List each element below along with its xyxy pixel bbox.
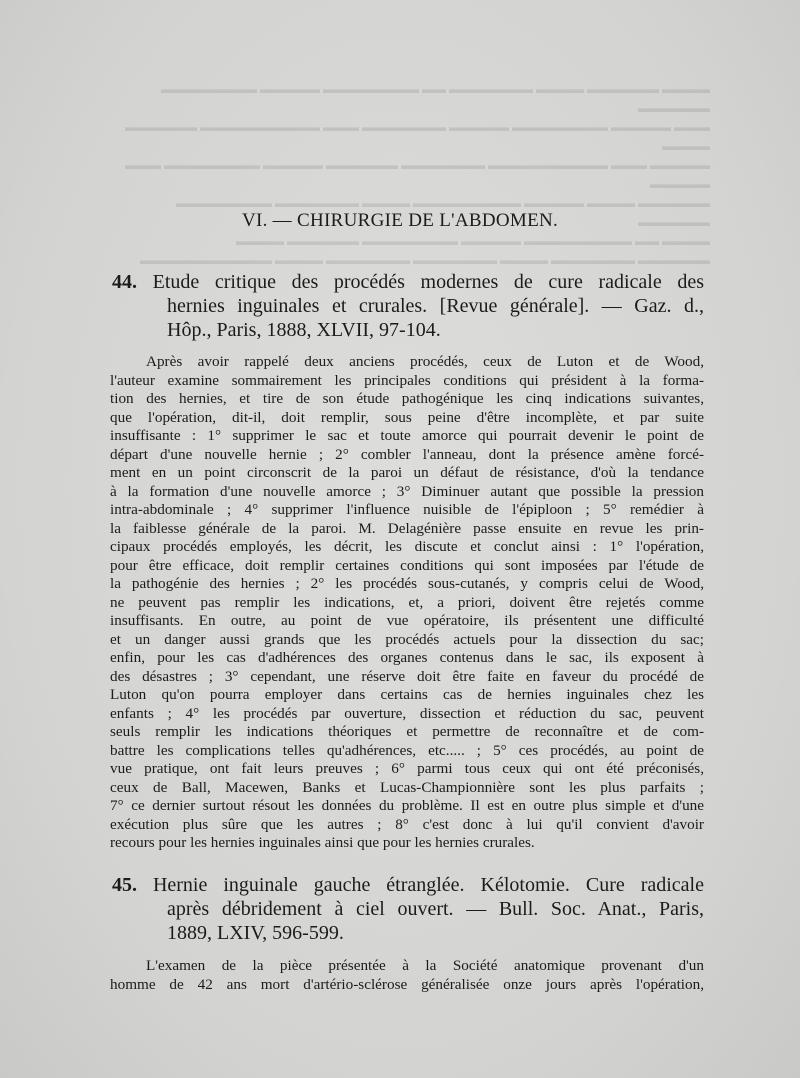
entry-45-heading [112,873,704,945]
entry-44-body-line: tion des hernies, et tire de son étude pathogénique les cinq indications suivantes, [110,390,704,407]
entry-44-body-line: exécution plus sûre que les autres ; 8° c'est donc à lui qu'il convient d'avoir [110,815,704,833]
entry-45-title-line-1 [112,873,704,897]
entry-44-body-line: insuffisants. En outre, au point de vue opératoire, ils présentent une difficulté [110,612,704,629]
entry-44-title-line-3: Hôp., Paris, 1888, XLVII, 97-104. [167,319,441,341]
entry-44-body-line: que l'opération, dit-il, doit remplir, sous peine d'être incomplète, et par suite [110,408,704,426]
entry-44-number: 44. [112,271,137,293]
entry-45-body-line: homme de 42 ans mort d'artério-sclérose généralisée onze jours après l'opération, [110,975,704,993]
entry-44-body-line: des désastres ; 3° cependant, une réserve doit être faite en faveur du procédé de [110,667,704,685]
entry-44-body-line: recours pour les hernies inguinales ainsi que pour les hernies crurales. [110,834,535,851]
entry-44-abstract [110,353,704,853]
entry-44-body-line: à la formation d'une nouvelle amorce ; 3° Diminuer autant que possible la pression [110,482,704,500]
entry-44-body-line: ment en un point circonscrit de la paroi un défaut de résistance, d'où la tendance [110,464,704,481]
entry-44-body-line: seuls remplir les indications théoriques et permettre de reconnaître et de com- [110,723,704,740]
entry-44-body-line: vue pratique, ont fait leurs preuves ; 6° parmi tous ceux qui ont été préconisés, [110,760,704,777]
entry-45-title-line-2: après débridement à ciel ouvert. — Bull. Soc. Anat., Paris, [167,898,704,920]
entry-44-body-line: insuffisante : 1° supprimer le sac et toute amorce qui pourrait devenir le point de [110,427,704,444]
entry-45-title-text-1: Hernie inguinale gauche étranglée. Kélotomie. Cure radicale [152,874,704,896]
entry-44-body-line: et un danger aussi grands que les procédés actuels pour la dissection du sac; [110,630,704,648]
entry-44-body-line: enfin, pour les cas d'adhérences des organes contenus dans le sac, ils exposent à [110,649,704,666]
entry-44-body-line: Après avoir rappelé deux anciens procédés, ceux de Luton et de Wood, [146,353,704,370]
entry-45-number: 45. [112,874,137,896]
entry-44-body-line: cipaux procédés employés, les décrit, les discute et conclut ainsi : 1° l'opération, [110,538,704,555]
entry-45-title-line-3: 1889, LXIV, 596-599. [167,922,344,944]
entry-44-body-line: la faiblesse générale de la paroi. M. Delagénière passe ensuite en revue les prin- [110,519,704,537]
entry-44-body-line: départ d'une nouvelle hernie ; 2° combler l'anneau, dont la présence amène forcé- [110,445,704,463]
entry-44-body-line: 7° ce dernier surtout résout les données du problème. Il est en outre plus simple et d'une [110,797,704,814]
bleed-through-texture: ▬▬▬▬ ▬▬▬▬▬▬ ▬▬▬▬ ▬▬▬▬▬▬▬ ▬▬ ▬▬▬▬▬▬▬▬ ▬▬▬▬▬ ▬▬▬▬▬▬▬▬ ▬▬▬▬▬▬ ▬▬▬ ▬▬▬▬▬ ▬▬▬▬▬▬▬▬ ▬▬▬▬▬ ▬▬▬▬▬▬▬ ▬▬▬ ▬▬▬▬▬▬▬▬▬▬ ▬▬▬▬▬▬ ▬▬▬▬ ▬▬▬▬▬ ▬▬▬ ▬▬▬▬▬▬▬▬▬▬ ▬▬▬▬▬▬▬ ▬▬▬▬▬▬ ▬▬▬▬▬ ▬▬▬▬▬▬▬▬ ▬▬▬ ▬▬▬▬▬ ▬▬▬▬▬▬ ▬▬▬▬ ▬▬▬▬▬ ▬▬▬▬▬▬▬▬▬ ▬▬▬▬ ▬▬▬▬▬▬▬ ▬▬▬▬▬▬▬▬ ▬▬▬▬▬▬ ▬▬▬▬ ▬▬ ▬▬▬▬▬▬▬▬▬ ▬▬▬▬▬ ▬▬▬▬▬▬▬▬ ▬▬▬▬▬▬ ▬▬▬▬ ▬▬▬▬▬▬ ▬▬▬▬▬▬▬ ▬▬▬▬ ▬▬▬▬▬▬▬ ▬▬▬▬▬▬▬ ▬▬▬▬ ▬▬▬▬▬▬▬▬▬▬▬ [125,82,710,267]
entry-44-body-line: Luton qu'on pourra employer dans certains cas de hernies inguinales chez les [110,686,704,703]
entry-45-abstract [110,957,704,994]
entry-44-body-line: la pathogénie des hernies ; 2° les procédés sous-cutanés, y compris celui de Wood, [110,575,704,592]
entry-44-body-line: intra-abdominale ; 4° supprimer l'influence nuisible de l'épiploon ; 5° remédier à [110,501,704,518]
entry-44-body-line: battre les complications telles qu'adhérences, etc..... ; 5° ces procédés, au point de [110,741,704,759]
section-title: VI. — CHIRURGIE DE L'ABDOMEN. [241,210,559,231]
entry-44-body-line: l'auteur examine sommairement les principales conditions qui président à la forma- [110,371,704,389]
entry-44-body-line: pour être efficace, doit remplir certaines conditions qui sont imposées par l'étude de [110,556,704,574]
entry-45-body-line: L'examen de la pièce présentée à la Société anatomique provenant d'un [146,957,704,974]
entry-44-title-line-1 [112,270,704,294]
entry-44-title-line-2: hernies inguinales et crurales. [Revue générale]. — Gaz. d., [167,295,704,317]
entry-44-body-line: ceux de Ball, Macewen, Banks et Lucas-Championnière sont les plus parfaits ; [110,778,704,796]
entry-44-body-line: enfants ; 4° les procédés par ouverture, dissection et réduction du sac, peuvent [110,704,704,722]
entry-44-title-text-1: Etude critique des procédés modernes de cure radicale des [152,271,704,293]
entry-44-heading [112,270,704,342]
entry-44-body-line: ne peuvent pas remplir les indications, et, a priori, doivent être rejetés comme [110,593,704,611]
